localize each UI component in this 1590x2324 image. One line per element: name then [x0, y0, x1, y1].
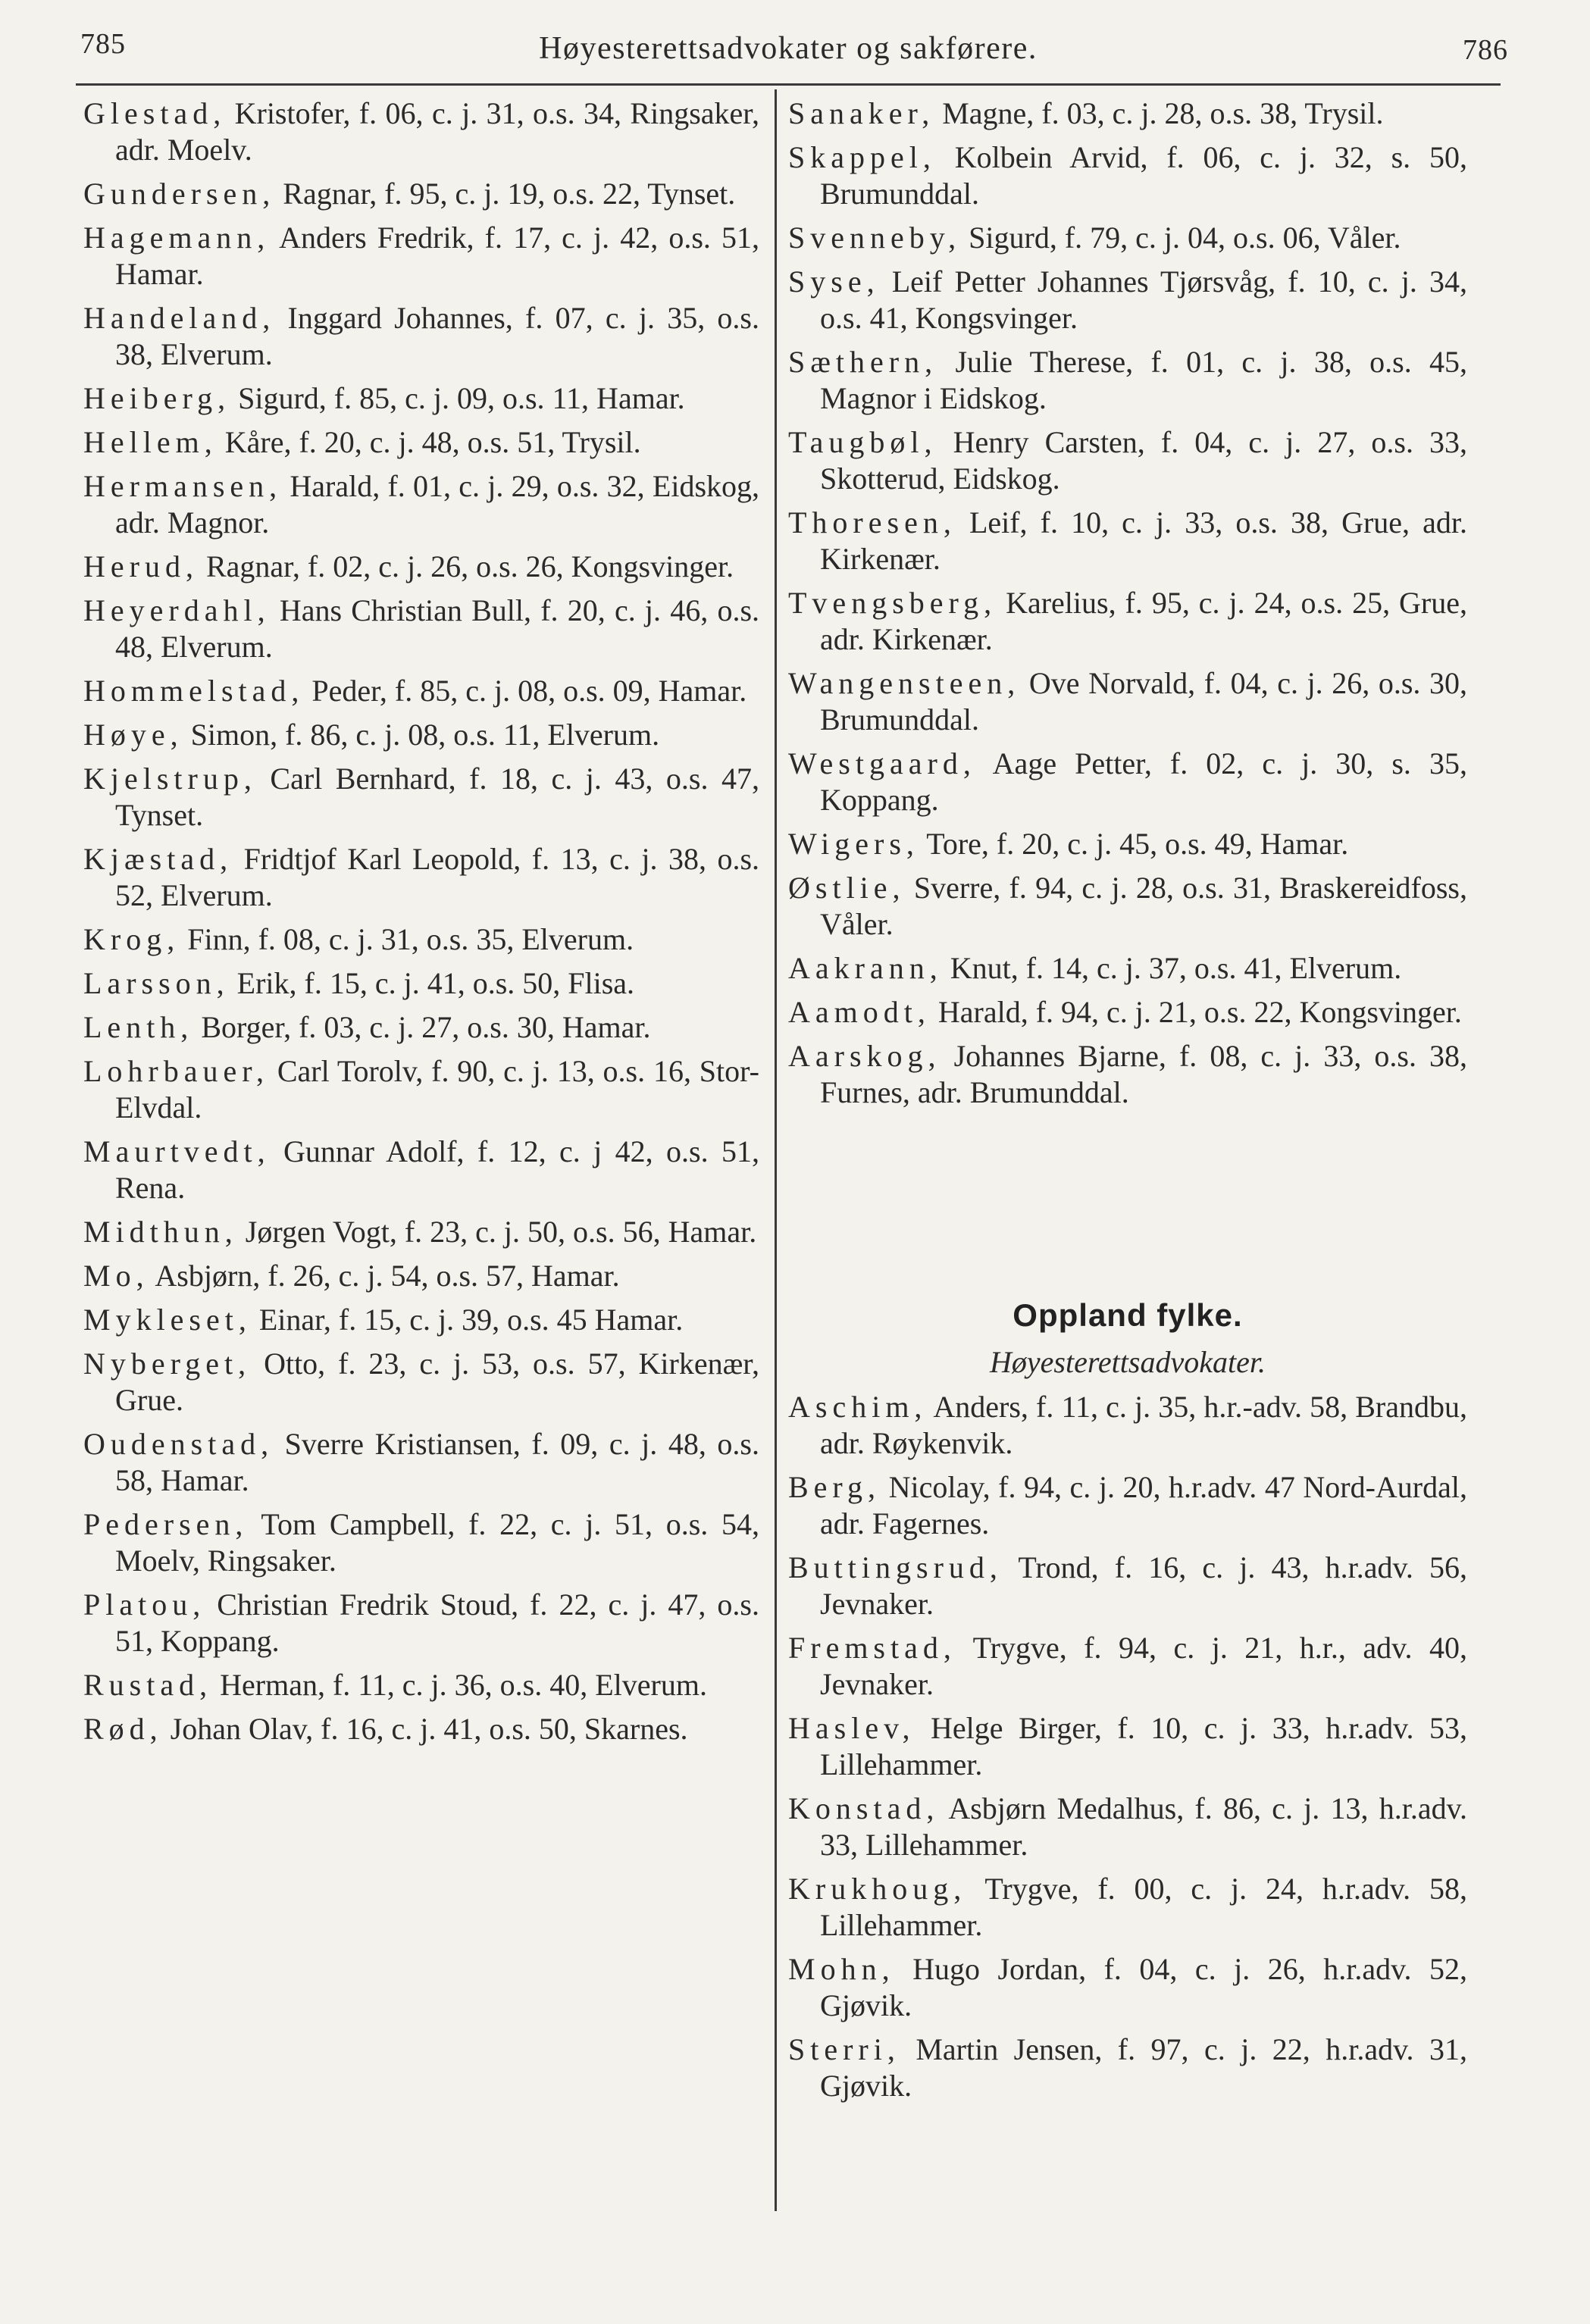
entry-surname: Høye,: [83, 718, 183, 752]
entry-surname: Aakrann,: [788, 951, 943, 985]
entry-details: Leif Petter Johannes Tjørsvåg, f. 10, c. j. 34, o.s. 41, Kongsvinger.: [820, 264, 1468, 335]
entry-details: Anders, f. 11, c. j. 35, h.r.-adv. 58, Brandbu, adr. Røykenvik.: [820, 1390, 1468, 1460]
entry-surname: Wangensteen,: [788, 666, 1021, 700]
page-number-right: 786: [1463, 34, 1508, 66]
entry-surname: Østlie,: [788, 871, 906, 905]
entry-surname: Lenth,: [83, 1010, 194, 1044]
entry-surname: Aamodt,: [788, 995, 931, 1029]
entry-details: Jørgen Vogt, f. 23, c. j. 50, o.s. 56, Hamar.: [245, 1215, 757, 1249]
directory-entry: [788, 1038, 1467, 1111]
section-title: Oppland fylke.: [1013, 1297, 1243, 1333]
directory-entry: [788, 139, 1467, 212]
directory-entry: [788, 1469, 1467, 1542]
directory-entry: [83, 1302, 759, 1338]
entry-details: Simon, f. 86, c. j. 08, o.s. 11, Elverum.: [190, 718, 660, 752]
entry-surname: Buttingsrud,: [788, 1550, 1003, 1584]
entry-details: Julie Therese, f. 01, c. j. 38, o.s. 45, Magnor i Eidskog.: [820, 345, 1468, 415]
entry-surname: Lohrbauer,: [83, 1054, 269, 1088]
entry-details: Karelius, f. 95, c. j. 24, o.s. 25, Grue, adr. Kirkenær.: [820, 586, 1467, 656]
entry-details: Gunnar Adolf, f. 12, c. j 42, o.s. 51, Rena.: [115, 1134, 760, 1205]
directory-entry: [83, 1053, 759, 1126]
section-subtitle: Høyesterettsadvokater.: [990, 1345, 1266, 1379]
entry-details: Magne, f. 03, c. j. 28, o.s. 38, Trysil.: [942, 96, 1384, 130]
left-column: [83, 95, 759, 1755]
directory-entry: [83, 717, 759, 753]
entry-details: Tom Campbell, f. 22, c. j. 51, o.s. 54, Moelv, Ringsaker.: [115, 1507, 759, 1578]
entry-details: Tore, f. 20, c. j. 45, o.s. 49, Hamar.: [926, 827, 1349, 861]
right-column-entries: [788, 95, 1467, 1111]
entry-surname: Herud,: [83, 549, 199, 583]
column-divider: [775, 89, 777, 2211]
directory-entry: [83, 300, 759, 373]
running-title: Høyesterettsadvokater og sakførere.: [539, 31, 1038, 66]
entry-surname: Skappel,: [788, 140, 936, 174]
entry-details: Erik, f. 15, c. j. 41, o.s. 50, Flisa.: [236, 966, 635, 1000]
directory-entry: [788, 220, 1467, 256]
entry-surname: Handeland,: [83, 301, 276, 335]
entry-details: Asbjørn, f. 26, c. j. 54, o.s. 57, Hamar.: [155, 1259, 620, 1293]
entry-surname: Tvengsberg,: [788, 586, 997, 620]
directory-entry: [83, 921, 759, 958]
directory-entry: [83, 95, 759, 168]
entry-surname: Sanaker,: [788, 96, 935, 130]
entry-details: Einar, f. 15, c. j. 39, o.s. 45 Hamar.: [258, 1303, 684, 1337]
entry-details: Sigurd, f. 79, c. j. 04, o.s. 06, Våler.: [969, 221, 1401, 255]
entry-details: Harald, f. 94, c. j. 21, o.s. 22, Kongsvinger.: [937, 995, 1462, 1029]
entry-surname: Syse,: [788, 264, 880, 299]
directory-entry: [83, 1134, 759, 1206]
directory-entry: [83, 1009, 759, 1046]
entry-surname: Westgaard,: [788, 746, 976, 780]
directory-entry: [788, 870, 1467, 943]
entry-surname: Larsson,: [83, 966, 230, 1000]
entry-surname: Platou,: [83, 1587, 206, 1622]
entry-surname: Hellem,: [83, 425, 218, 459]
section-spacer: [788, 1118, 1467, 1297]
entry-details: Kristofer, f. 06, c. j. 31, o.s. 34, Ringsaker, adr. Moelv.: [115, 96, 760, 167]
entry-details: Christian Fredrik Stoud, f. 22, c. j. 47, o.s. 51, Koppang.: [115, 1587, 760, 1658]
entry-surname: Glestad,: [83, 96, 227, 130]
directory-entry: [83, 1667, 759, 1703]
entry-surname: Aarskog,: [788, 1039, 941, 1073]
directory-entry: [83, 380, 759, 417]
directory-entry: [83, 1214, 759, 1250]
entry-surname: Sterri,: [788, 2032, 900, 2066]
directory-entry: [788, 950, 1467, 987]
entry-surname: Kjelstrup,: [83, 762, 257, 796]
directory-entry: [83, 468, 759, 541]
directory-entry: [788, 95, 1467, 132]
directory-entry: [788, 665, 1467, 738]
entry-details: Martin Jensen, f. 97, c. j. 22, h.r.adv. 31, Gjøvik.: [820, 2032, 1468, 2103]
entry-details: Peder, f. 85, c. j. 08, o.s. 09, Hamar.: [311, 674, 747, 708]
entry-details: Kolbein Arvid, f. 06, c. j. 32, s. 50, Brumunddal.: [820, 140, 1468, 211]
entry-details: Hans Christian Bull, f. 20, c. j. 46, o.s. 48, Elverum.: [115, 593, 760, 664]
entry-surname: Mohn,: [788, 1952, 895, 1986]
entry-details: Leif, f. 10, c. j. 33, o.s. 38, Grue, adr. Kirkenær.: [820, 505, 1468, 576]
entry-surname: Aschim,: [788, 1390, 928, 1424]
directory-entry: [788, 994, 1467, 1031]
entry-surname: Hommelstad,: [83, 674, 305, 708]
entry-details: Sigurd, f. 85, c. j. 09, o.s. 11, Hamar.: [238, 381, 685, 415]
entry-details: Fridtjof Karl Leopold, f. 13, c. j. 38, o.s. 52, Elverum.: [115, 842, 760, 912]
entry-surname: Pedersen,: [83, 1507, 249, 1541]
entry-surname: Hagemann,: [83, 221, 271, 255]
page-header: [76, 23, 1508, 86]
entry-details: Aage Petter, f. 02, c. j. 30, s. 35, Koppang.: [820, 746, 1467, 817]
entry-surname: Kjæstad,: [83, 842, 233, 876]
entry-details: Herman, f. 11, c. j. 36, o.s. 40, Elverum.: [220, 1668, 707, 1702]
entry-details: Carl Bernhard, f. 18, c. j. 43, o.s. 47, Tynset.: [115, 762, 760, 832]
directory-entry: [788, 1550, 1467, 1622]
entry-surname: Mo,: [83, 1259, 149, 1293]
section-entries: [788, 1389, 1467, 2104]
entry-details: Otto, f. 23, c. j. 53, o.s. 57, Kirkenær, Grue.: [115, 1347, 759, 1417]
entry-details: Nicolay, f. 94, c. j. 20, h.r.adv. 47 Nord-Aurdal, adr. Fagernes.: [820, 1470, 1467, 1540]
directory-entry: [83, 549, 759, 585]
entry-details: Sverre, f. 94, c. j. 28, o.s. 31, Braskereidfoss, Våler.: [820, 871, 1467, 941]
entry-surname: Midthun,: [83, 1215, 238, 1249]
entry-surname: Rød,: [83, 1712, 163, 1746]
directory-entry: [788, 1710, 1467, 1783]
entry-details: Harald, f. 01, c. j. 29, o.s. 32, Eidskog, adr. Magnor.: [115, 469, 760, 540]
directory-entry: [83, 424, 759, 461]
entry-surname: Taugbøl,: [788, 425, 937, 459]
entry-details: Sverre Kristiansen, f. 09, c. j. 48, o.s. 58, Hamar.: [115, 1427, 759, 1497]
directory-entry: [83, 1426, 759, 1499]
directory-entry: [83, 761, 759, 834]
entry-details: Helge Birger, f. 10, c. j. 33, h.r.adv. 53, Lillehammer.: [820, 1711, 1468, 1781]
directory-entry: [788, 264, 1467, 336]
directory-entry: [83, 673, 759, 709]
directory-entry: [83, 1346, 759, 1418]
entry-details: Anders Fredrik, f. 17, c. j. 42, o.s. 51, Hamar.: [115, 221, 759, 291]
entry-details: Johan Olav, f. 16, c. j. 41, o.s. 50, Skarnes.: [170, 1712, 688, 1746]
directory-entry: [788, 826, 1467, 862]
entry-surname: Heiberg,: [83, 381, 231, 415]
directory-entry: [788, 505, 1467, 577]
entry-surname: Mykleset,: [83, 1303, 252, 1337]
entry-surname: Oudenstad,: [83, 1427, 274, 1461]
directory-entry: [788, 424, 1467, 497]
entry-surname: Maurtvedt,: [83, 1134, 271, 1168]
directory-entry: [83, 965, 759, 1002]
directory-entry: [83, 220, 759, 292]
entry-surname: Berg,: [788, 1470, 881, 1504]
entry-details: Trygve, f. 00, c. j. 24, h.r.adv. 58, Lillehammer.: [820, 1872, 1468, 1942]
entry-surname: Fremstad,: [788, 1631, 956, 1665]
entry-surname: Wigers,: [788, 827, 919, 861]
page-number-left: 785: [80, 28, 126, 60]
entry-details: Johannes Bjarne, f. 08, c. j. 33, o.s. 38, Furnes, adr. Brumunddal.: [820, 1039, 1468, 1109]
directory-entry: [788, 1791, 1467, 1863]
entry-surname: Thoresen,: [788, 505, 956, 540]
entry-details: Hugo Jordan, f. 04, c. j. 26, h.r.adv. 52, Gjøvik.: [820, 1952, 1468, 2022]
entry-surname: Rustad,: [83, 1668, 213, 1702]
entry-surname: Konstad,: [788, 1791, 940, 1825]
entry-details: Trond, f. 16, c. j. 43, h.r.adv. 56, Jevnaker.: [820, 1550, 1467, 1621]
directory-entry: [83, 1587, 759, 1659]
entry-details: Ragnar, f. 02, c. j. 26, o.s. 26, Kongsvinger.: [205, 549, 734, 583]
entry-details: Ragnar, f. 95, c. j. 19, o.s. 22, Tynset.: [283, 177, 736, 211]
directory-entry: [788, 1630, 1467, 1703]
entry-surname: Krukhoug,: [788, 1872, 967, 1906]
directory-entry: [788, 746, 1467, 818]
entry-details: Kåre, f. 20, c. j. 48, o.s. 51, Trysil.: [224, 425, 641, 459]
right-column: [788, 95, 1467, 2112]
directory-entry: [83, 1258, 759, 1294]
entry-surname: Haslev,: [788, 1711, 916, 1745]
entry-details: Borger, f. 03, c. j. 27, o.s. 30, Hamar.: [201, 1010, 651, 1044]
directory-entry: [788, 1951, 1467, 2024]
directory-entry: [83, 1711, 759, 1747]
directory-entry: [83, 1506, 759, 1579]
entry-details: Knut, f. 14, c. j. 37, o.s. 41, Elverum.: [950, 951, 1402, 985]
directory-entry: [788, 344, 1467, 417]
entry-details: Trygve, f. 94, c. j. 21, h.r., adv. 40, Jevnaker.: [820, 1631, 1468, 1701]
entry-details: Asbjørn Medalhus, f. 86, c. j. 13, h.r.adv. 33, Lillehammer.: [820, 1791, 1467, 1862]
directory-entry: [788, 1389, 1467, 1462]
entry-surname: Gundersen,: [83, 177, 276, 211]
entry-surname: Heyerdahl,: [83, 593, 271, 627]
entry-surname: Hermansen,: [83, 469, 283, 503]
entry-details: Inggard Johannes, f. 07, c. j. 35, o.s. 38, Elverum.: [115, 301, 759, 371]
entry-surname: Sæthern,: [788, 345, 938, 379]
directory-entry: [788, 1871, 1467, 1944]
entry-details: Carl Torolv, f. 90, c. j. 13, o.s. 16, Stor-Elvdal.: [115, 1054, 759, 1124]
entry-surname: Svenneby,: [788, 221, 962, 255]
entry-surname: Nyberget,: [83, 1347, 252, 1381]
directory-entry: [83, 841, 759, 914]
entry-details: Henry Carsten, f. 04, c. j. 27, o.s. 33, Skotterud, Eidskog.: [820, 425, 1468, 496]
directory-entry: [788, 585, 1467, 658]
directory-entry: [83, 176, 759, 212]
entry-details: Ove Norvald, f. 04, c. j. 26, o.s. 30, Brumunddal.: [820, 666, 1468, 737]
entry-surname: Krog,: [83, 922, 180, 956]
directory-entry: [83, 593, 759, 665]
entry-details: Finn, f. 08, c. j. 31, o.s. 35, Elverum.: [187, 922, 634, 956]
directory-entry: [788, 2032, 1467, 2104]
